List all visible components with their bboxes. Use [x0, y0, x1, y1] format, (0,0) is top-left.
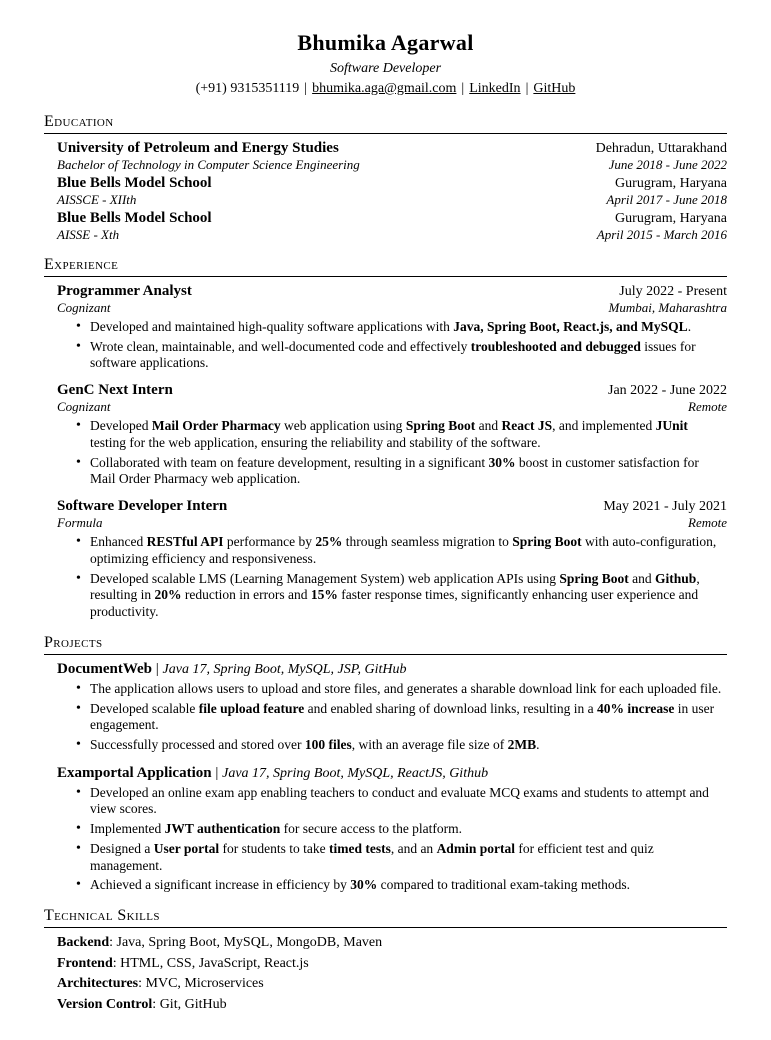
institution-name: University of Petroleum and Energy Studies	[57, 140, 339, 156]
bold-text: Admin portal	[436, 840, 515, 856]
text: for secure access to the platform.	[280, 821, 463, 837]
resume-header	[44, 30, 727, 97]
project-name: Examportal Application	[57, 764, 212, 781]
section-heading-technical-skills: Technical Skills	[44, 907, 727, 928]
bold-text: 25%	[315, 534, 343, 550]
bullet-item	[90, 701, 727, 734]
project-tech: Java 17, Spring Boot, MySQL, JSP, GitHub	[162, 661, 407, 677]
text: Developed and maintained high-quality software applications with	[90, 319, 454, 334]
bold-text: Java, Spring Boot, React.js, and MySQL	[453, 319, 688, 334]
text: Enhanced	[90, 534, 147, 550]
role-title: Programmer Analyst	[57, 283, 192, 299]
entry-sub-row	[57, 192, 727, 208]
institution-name: Blue Bells Model School	[57, 175, 212, 191]
entry-sub-row	[57, 157, 727, 173]
entry-sub-row	[57, 300, 727, 316]
entry-header-row	[57, 498, 727, 515]
role-title: GenC Next Intern	[57, 382, 173, 399]
degree-name: AISSE - Xth	[57, 227, 120, 242]
bold-text: 100 files	[304, 737, 352, 753]
bullet-item	[90, 841, 727, 874]
project-entry	[57, 765, 727, 894]
bullet-list	[57, 319, 727, 372]
text: Successfully processed and stored over	[90, 737, 305, 753]
email-link[interactable]: bhumika.aga@gmail.com	[312, 81, 457, 96]
bullet-list	[57, 534, 727, 621]
bold-text: 2MB	[507, 737, 537, 753]
bullet-list	[57, 681, 727, 754]
entry-header-row	[57, 382, 727, 399]
skill-colon: :	[112, 955, 121, 971]
skill-label: Frontend	[57, 955, 113, 971]
text: for efficient test and quiz management.	[90, 840, 654, 873]
bold-text: timed tests	[328, 840, 391, 856]
bold-text: 30%	[488, 454, 516, 470]
bold-text: JWT authentication	[164, 821, 281, 837]
entry-location: Mumbai, Maharashtra	[608, 300, 727, 315]
text: through seamless migration to	[342, 534, 513, 550]
text: for students to take	[219, 840, 329, 856]
project-tech: Java 17, Spring Boot, MySQL, ReactJS, Github	[222, 765, 489, 781]
text: Achieved a significant increase in efficiency by	[90, 877, 351, 893]
bold-text: 30%	[350, 877, 378, 893]
bullet-list	[57, 785, 727, 894]
degree-name: AISSCE - XIIth	[57, 192, 137, 207]
text: Developed scalable LMS (Learning Management System) web application APIs using	[90, 570, 560, 586]
project-entries	[44, 661, 727, 894]
bullet-item	[90, 877, 727, 894]
project-header-row	[57, 661, 727, 678]
entry-dates: Jan 2022 - June 2022	[608, 383, 727, 399]
entry-header-row	[57, 283, 727, 300]
text: Developed	[90, 418, 152, 434]
bold-text: file upload feature	[198, 700, 305, 716]
text: faster response times, significantly enhancing user experience and productivity.	[90, 587, 699, 620]
entry-location: Remote	[688, 515, 727, 531]
section-heading-education: Education	[44, 113, 727, 134]
text: web application using	[280, 418, 406, 434]
entry-header-row	[57, 210, 727, 227]
skill-row	[57, 955, 727, 973]
skill-colon: :	[138, 976, 146, 992]
entry-header-row	[57, 140, 727, 157]
bold-text: Spring Boot	[405, 418, 476, 434]
bullet-item	[90, 319, 727, 336]
bold-text: troubleshooted and debugged	[470, 338, 641, 354]
linkedin-link[interactable]: LinkedIn	[469, 81, 521, 96]
company-name: Cognizant	[57, 399, 111, 415]
entry-sub-row	[57, 515, 727, 531]
text: Developed scalable	[90, 700, 199, 716]
skill-label: Architectures	[57, 976, 139, 992]
person-title: Software Developer	[329, 61, 442, 76]
degree-name: Bachelor of Technology in Computer Science Engineering	[57, 157, 360, 172]
project-separator: |	[152, 660, 163, 677]
text: The application allows users to upload and store files, and generates a sharable download link for each uploaded file.	[90, 680, 722, 696]
text: Designed a	[90, 840, 154, 856]
education-entry	[57, 210, 727, 243]
text: compared to traditional exam-taking methods.	[377, 877, 630, 893]
section-education	[44, 113, 727, 243]
github-link[interactable]: GitHub	[533, 81, 576, 96]
skill-values: Java, Spring Boot, MySQL, MongoDB, Maven	[116, 935, 383, 951]
phone-number: (+91) 9315351119	[195, 81, 300, 96]
entry-dates: July 2022 - Present	[619, 284, 727, 299]
skill-row	[57, 996, 727, 1014]
text: Implemented	[90, 821, 165, 837]
text: Developed an online exam app enabling teachers to conduct and evaluate MCQ exams and students to attempt and view scores.	[90, 784, 709, 817]
section-technical-skills	[44, 907, 727, 1013]
text: reduction in errors and	[181, 587, 311, 603]
text: issues for software applications.	[90, 338, 696, 371]
bullet-item	[90, 571, 727, 621]
skill-row	[57, 934, 727, 952]
text: and	[628, 570, 656, 586]
entry-dates: May 2021 - July 2021	[603, 499, 727, 515]
project-entry	[57, 661, 727, 754]
bold-text: 20%	[154, 587, 182, 603]
entry-location: Dehradun, Uttarakhand	[595, 141, 727, 156]
institution-name: Blue Bells Model School	[57, 210, 212, 226]
experience-entry	[57, 283, 727, 372]
contact-separator: |	[304, 81, 308, 96]
entry-header-row	[57, 175, 727, 192]
experience-entry	[57, 382, 727, 488]
entry-dates: June 2018 - June 2022	[608, 157, 727, 172]
bold-text: User portal	[153, 840, 220, 856]
bullet-item	[90, 737, 727, 754]
text: performance by	[223, 534, 316, 550]
skills-rows	[44, 934, 727, 1013]
bold-text: Mail Order Pharmacy	[151, 418, 281, 434]
contact-separator: |	[525, 81, 529, 96]
text: with auto-configuration, optimizing efficiency and responsiveness.	[90, 534, 717, 566]
bullet-item	[90, 455, 727, 488]
skill-label: Backend	[57, 935, 110, 951]
bullet-item	[90, 534, 727, 567]
text: .	[536, 737, 540, 753]
entry-location: Gurugram, Haryana	[615, 176, 727, 191]
entry-dates: April 2015 - March 2016	[596, 227, 727, 242]
contact-line	[44, 81, 727, 97]
experience-entry	[57, 498, 727, 621]
text: , resulting in	[90, 570, 700, 603]
skill-values: Git, GitHub	[159, 996, 227, 1012]
bold-text: RESTful API	[146, 534, 224, 550]
skill-label: Version Control	[57, 996, 153, 1012]
company-name: Cognizant	[57, 300, 111, 315]
skill-values: HTML, CSS, JavaScript, React.js	[120, 955, 309, 971]
text: Collaborated with team on feature development, resulting in a significant	[90, 454, 489, 470]
education-entry	[57, 140, 727, 173]
text: boost in customer satisfaction for Mail Order Pharmacy web application.	[90, 454, 699, 487]
bullet-item	[90, 681, 727, 698]
person-name: Bhumika Agarwal	[297, 30, 474, 55]
education-entry	[57, 175, 727, 208]
section-heading-experience: Experience	[44, 256, 727, 277]
text: Wrote clean, maintainable, and well-documented code and effectively	[90, 338, 471, 354]
bullet-list	[57, 418, 727, 488]
section-projects	[44, 634, 727, 894]
bold-text: 15%	[310, 587, 338, 603]
bold-text: JUnit	[655, 418, 688, 434]
text: and enabled sharing of download links, resulting in a	[304, 700, 598, 716]
bullet-item	[90, 339, 727, 372]
text: .	[687, 319, 692, 334]
entry-dates: April 2017 - June 2018	[606, 192, 727, 207]
section-heading-projects: Projects	[44, 634, 727, 655]
experience-entries	[44, 283, 727, 621]
entry-sub-row	[57, 399, 727, 415]
text: , and an	[390, 840, 437, 856]
entry-location: Gurugram, Haryana	[615, 211, 727, 226]
skill-colon: :	[152, 996, 160, 1012]
bold-text: Spring Boot	[512, 534, 582, 550]
section-experience	[44, 256, 727, 621]
project-name: DocumentWeb	[57, 660, 152, 677]
text: , and implemented	[552, 418, 656, 434]
bullet-item	[90, 821, 727, 838]
contact-separator: |	[461, 81, 465, 96]
skill-values: MVC, Microservices	[145, 976, 264, 992]
bold-text: 40% increase	[597, 700, 675, 716]
entry-location: Remote	[688, 399, 727, 415]
bold-text: Spring Boot	[559, 570, 629, 586]
text: in user engagement.	[90, 700, 715, 733]
project-separator: |	[211, 764, 223, 781]
company-name: Formula	[57, 515, 103, 531]
project-header-row	[57, 765, 727, 782]
skill-row	[57, 975, 727, 993]
text: , with an average file size of	[351, 737, 508, 753]
bullet-item	[90, 785, 727, 818]
education-entries	[44, 140, 727, 243]
text: and	[475, 418, 502, 434]
skill-colon: :	[109, 935, 117, 951]
role-title: Software Developer Intern	[57, 498, 228, 515]
bold-text: React JS	[501, 418, 553, 434]
bold-text: Github	[655, 570, 697, 586]
bullet-item	[90, 418, 727, 451]
text: testing for the web application, ensuring the reliability and stability of the software.	[90, 434, 541, 450]
entry-sub-row	[57, 227, 727, 243]
